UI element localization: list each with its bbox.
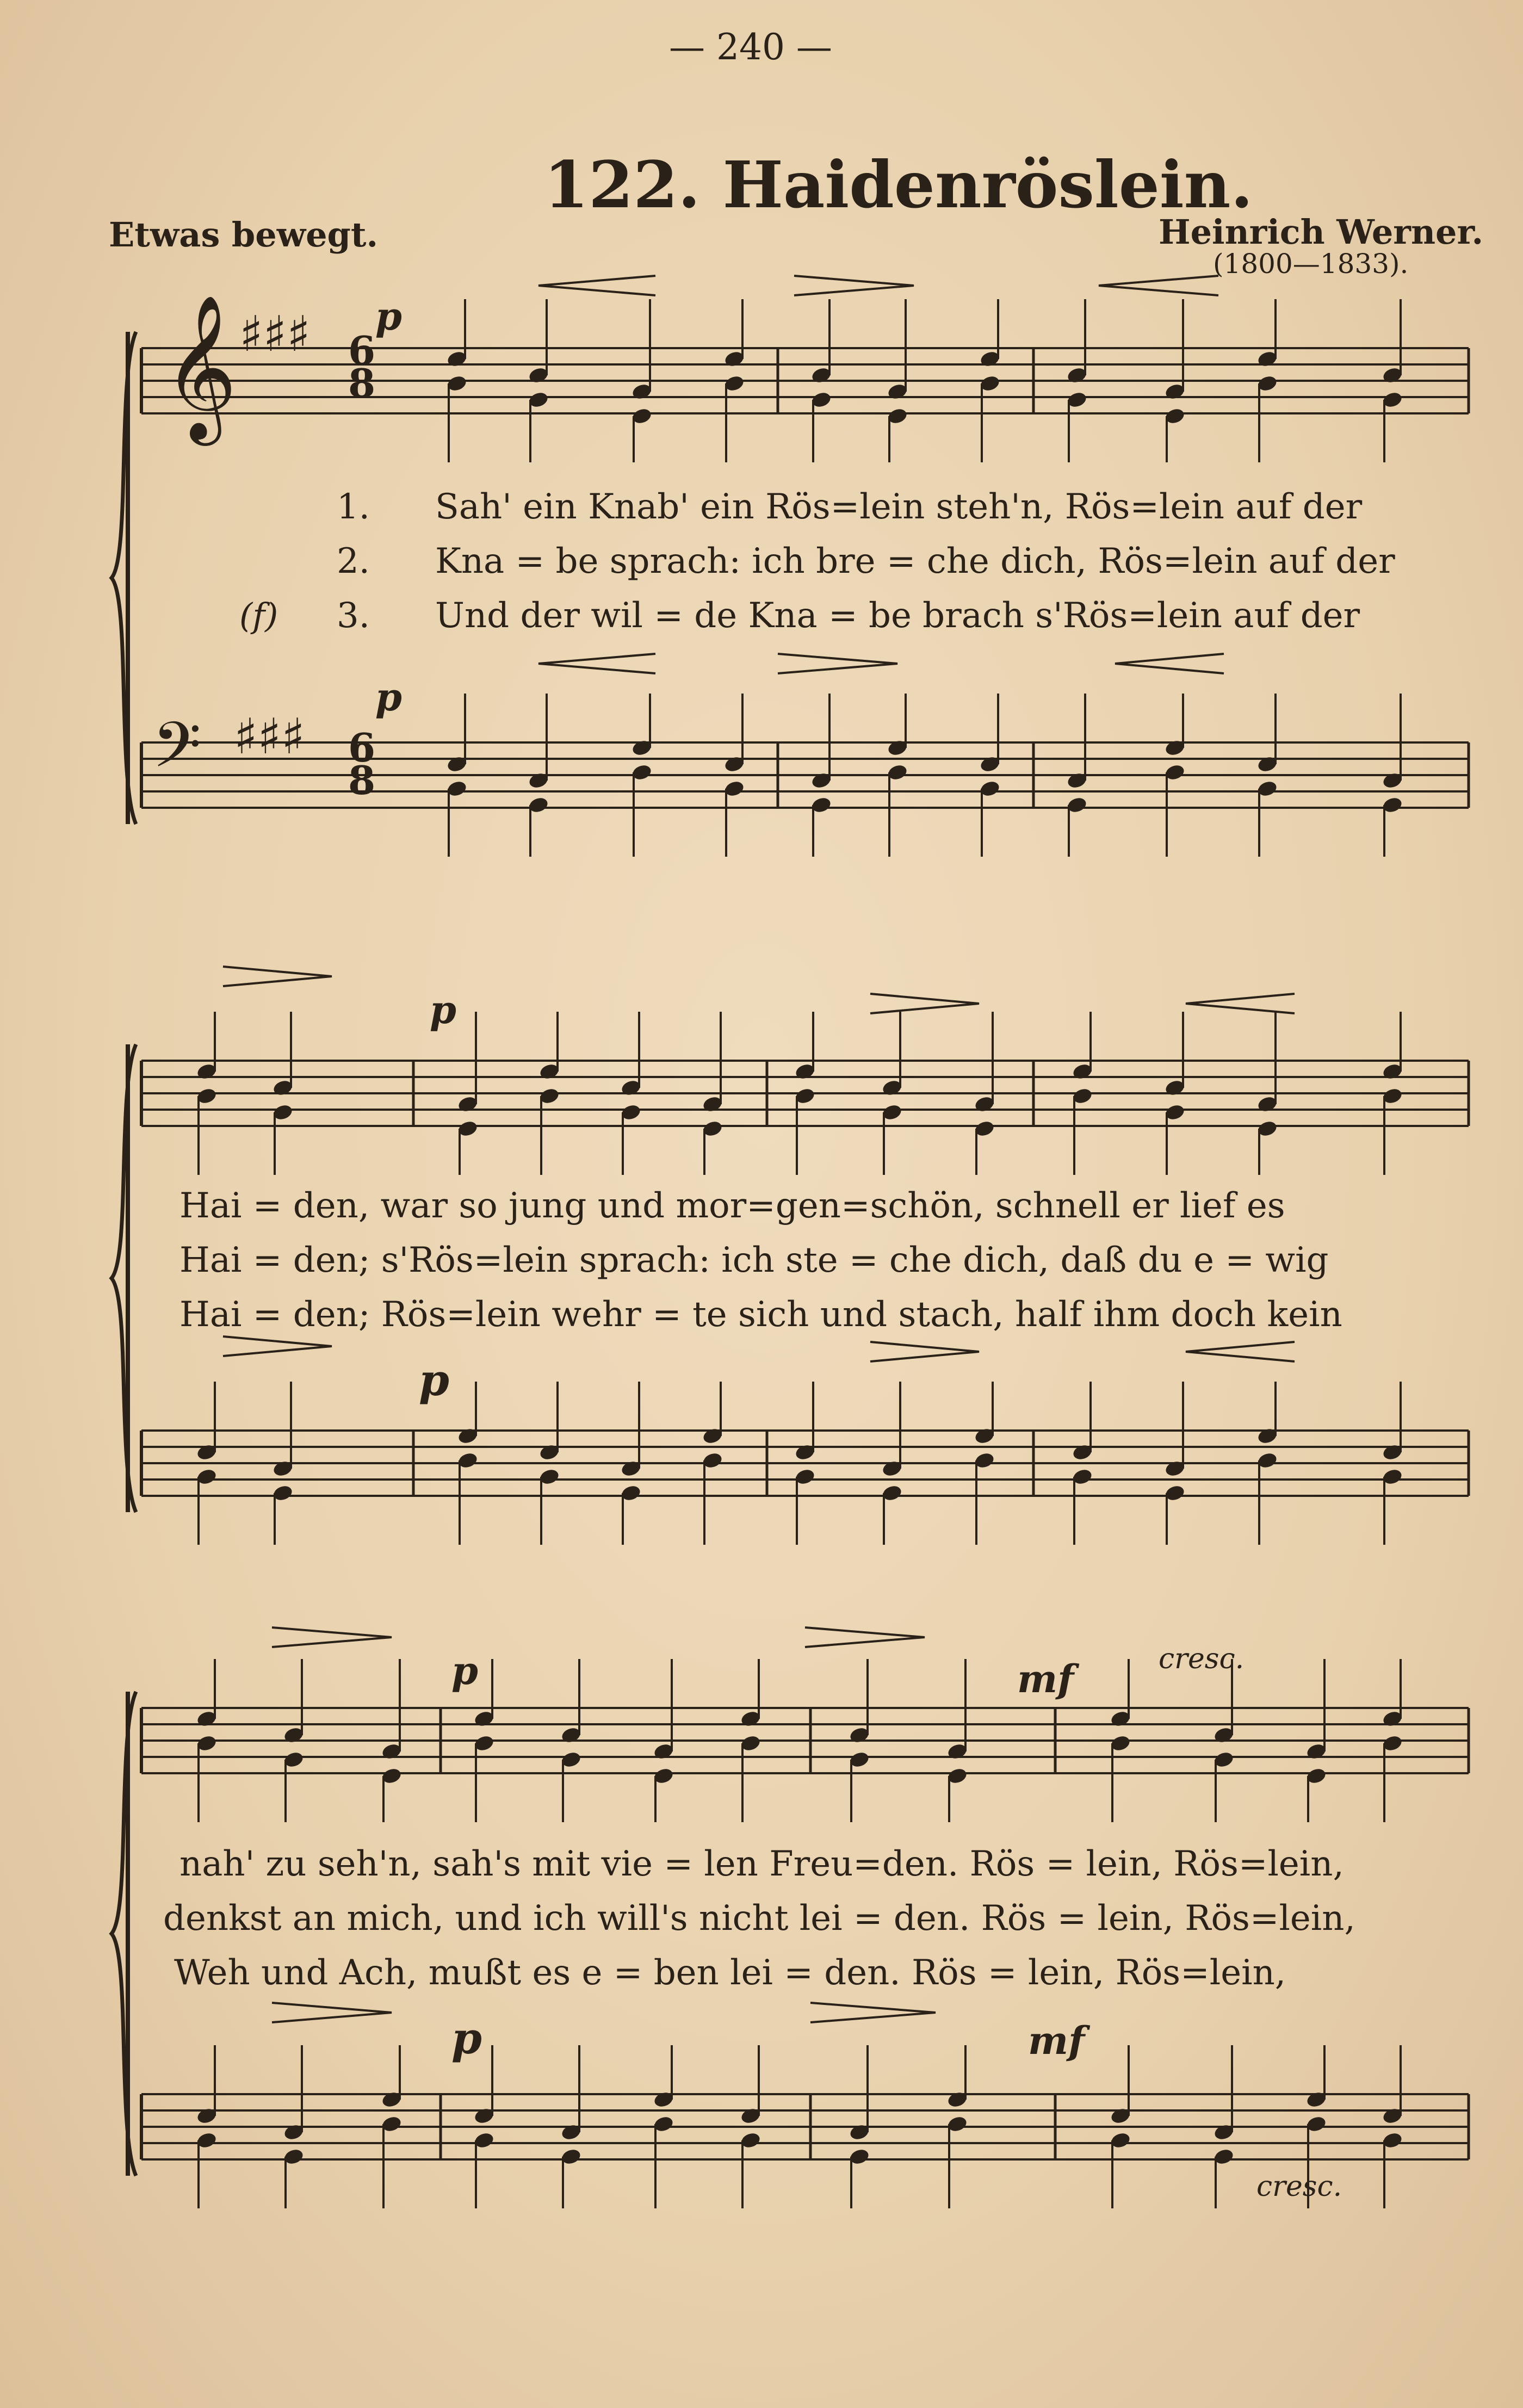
dynamic-mf-bass: mf bbox=[1028, 2018, 1085, 2063]
dynamic-p-bass-1: p bbox=[375, 674, 402, 720]
system-brace bbox=[112, 1692, 136, 2176]
time-signature-bottom: 8 bbox=[348, 757, 376, 803]
composer-dates: (1800—1833). bbox=[1213, 248, 1409, 280]
bass-clef-icon: 𝄢 bbox=[152, 709, 202, 797]
crescendo-hairpin bbox=[1099, 276, 1218, 295]
dynamic-p-treble-3: p bbox=[451, 1648, 478, 1693]
song-title: 122. Haidenröslein. bbox=[544, 147, 1253, 222]
decrescendo-hairpin bbox=[223, 967, 332, 986]
dynamic-p-treble-1: p bbox=[375, 294, 402, 339]
dynamic-cresc-treble: cresc. bbox=[1159, 1643, 1245, 1675]
crescendo-hairpin bbox=[538, 276, 655, 295]
lyric-s3-verse-3: Weh und Ach, mußt es e = ben lei = den. Rös = lein, Rös=lein, bbox=[174, 1953, 1286, 1993]
time-signature-top: 6 bbox=[348, 327, 376, 374]
verse-number-3: 3. bbox=[336, 596, 370, 636]
decrescendo-hairpin bbox=[870, 994, 979, 1013]
crescendo-hairpin bbox=[1186, 1342, 1295, 1361]
verse-number-2: 2. bbox=[336, 541, 370, 581]
decrescendo-hairpin bbox=[272, 1627, 392, 1647]
key-sharps-treble-icon: ♯♯♯ bbox=[239, 306, 311, 363]
lyric-s1-verse-3: Und der wil = de Kna = be brach s'Rös=lein auf der bbox=[435, 596, 1360, 636]
time-signature-top: 6 bbox=[348, 725, 376, 771]
key-sharps-bass-icon: ♯♯♯ bbox=[234, 708, 305, 765]
lyric-s3-verse-1: nah' zu seh'n, sah's mit vie = len Freu=den. Rös = lein, Rös=lein, bbox=[179, 1844, 1344, 1884]
page-number: — 240 — bbox=[669, 26, 832, 68]
time-signature-bass bbox=[348, 725, 376, 803]
verse-number-1: 1. bbox=[336, 487, 370, 527]
dynamic-p-bass-2: p bbox=[419, 1354, 449, 1406]
decrescendo-hairpin bbox=[810, 2003, 936, 2022]
tempo-marking: Etwas bewegt. bbox=[109, 215, 379, 255]
lyric-s1-verse-1: Sah' ein Knab' ein Rös=lein steh'n, Rös=lein auf der bbox=[435, 487, 1363, 527]
lyric-s1-verse-2: Kna = be sprach: ich bre = che dich, Rös=lein auf der bbox=[435, 541, 1395, 581]
crescendo-hairpin bbox=[1186, 994, 1295, 1013]
lyric-s2-verse-1: Hai = den, war so jung und mor=gen=schön, schnell er lief es bbox=[179, 1186, 1285, 1226]
decrescendo-hairpin bbox=[805, 1627, 925, 1647]
decrescendo-hairpin bbox=[272, 2003, 392, 2022]
decrescendo-hairpin bbox=[778, 654, 897, 673]
lyric-s2-verse-3: Hai = den; Rös=lein wehr = te sich und stach, half ihm doch kein bbox=[179, 1295, 1342, 1335]
decrescendo-hairpin bbox=[223, 1336, 332, 1356]
dynamic-cresc-bass: cresc. bbox=[1256, 2170, 1342, 2203]
composer-name: Heinrich Werner. bbox=[1159, 212, 1484, 252]
time-signature-treble bbox=[348, 327, 376, 406]
lyric-s2-verse-2: Hai = den; s'Rös=lein sprach: ich ste = che dich, daß du e = wig bbox=[179, 1240, 1329, 1280]
decrescendo-hairpin bbox=[794, 276, 914, 295]
dynamic-p-treble-2: p bbox=[430, 987, 456, 1032]
system-brace bbox=[112, 332, 136, 824]
system-brace bbox=[112, 1044, 136, 1512]
dynamic-mf-treble: mf bbox=[1017, 1656, 1074, 1701]
lyric-s3-verse-2: denkst an mich, und ich will's nicht lei = den. Rös = lein, Rös=lein, bbox=[163, 1898, 1355, 1939]
decrescendo-hairpin bbox=[870, 1342, 979, 1361]
crescendo-hairpin bbox=[1115, 654, 1224, 673]
treble-clef-icon: 𝄞 bbox=[163, 294, 237, 439]
crescendo-hairpin bbox=[538, 654, 655, 673]
dynamic-f-verse-3: (f) bbox=[239, 596, 278, 635]
time-signature-bottom: 8 bbox=[348, 360, 376, 406]
dynamic-p-bass-3: p bbox=[451, 2013, 482, 2064]
